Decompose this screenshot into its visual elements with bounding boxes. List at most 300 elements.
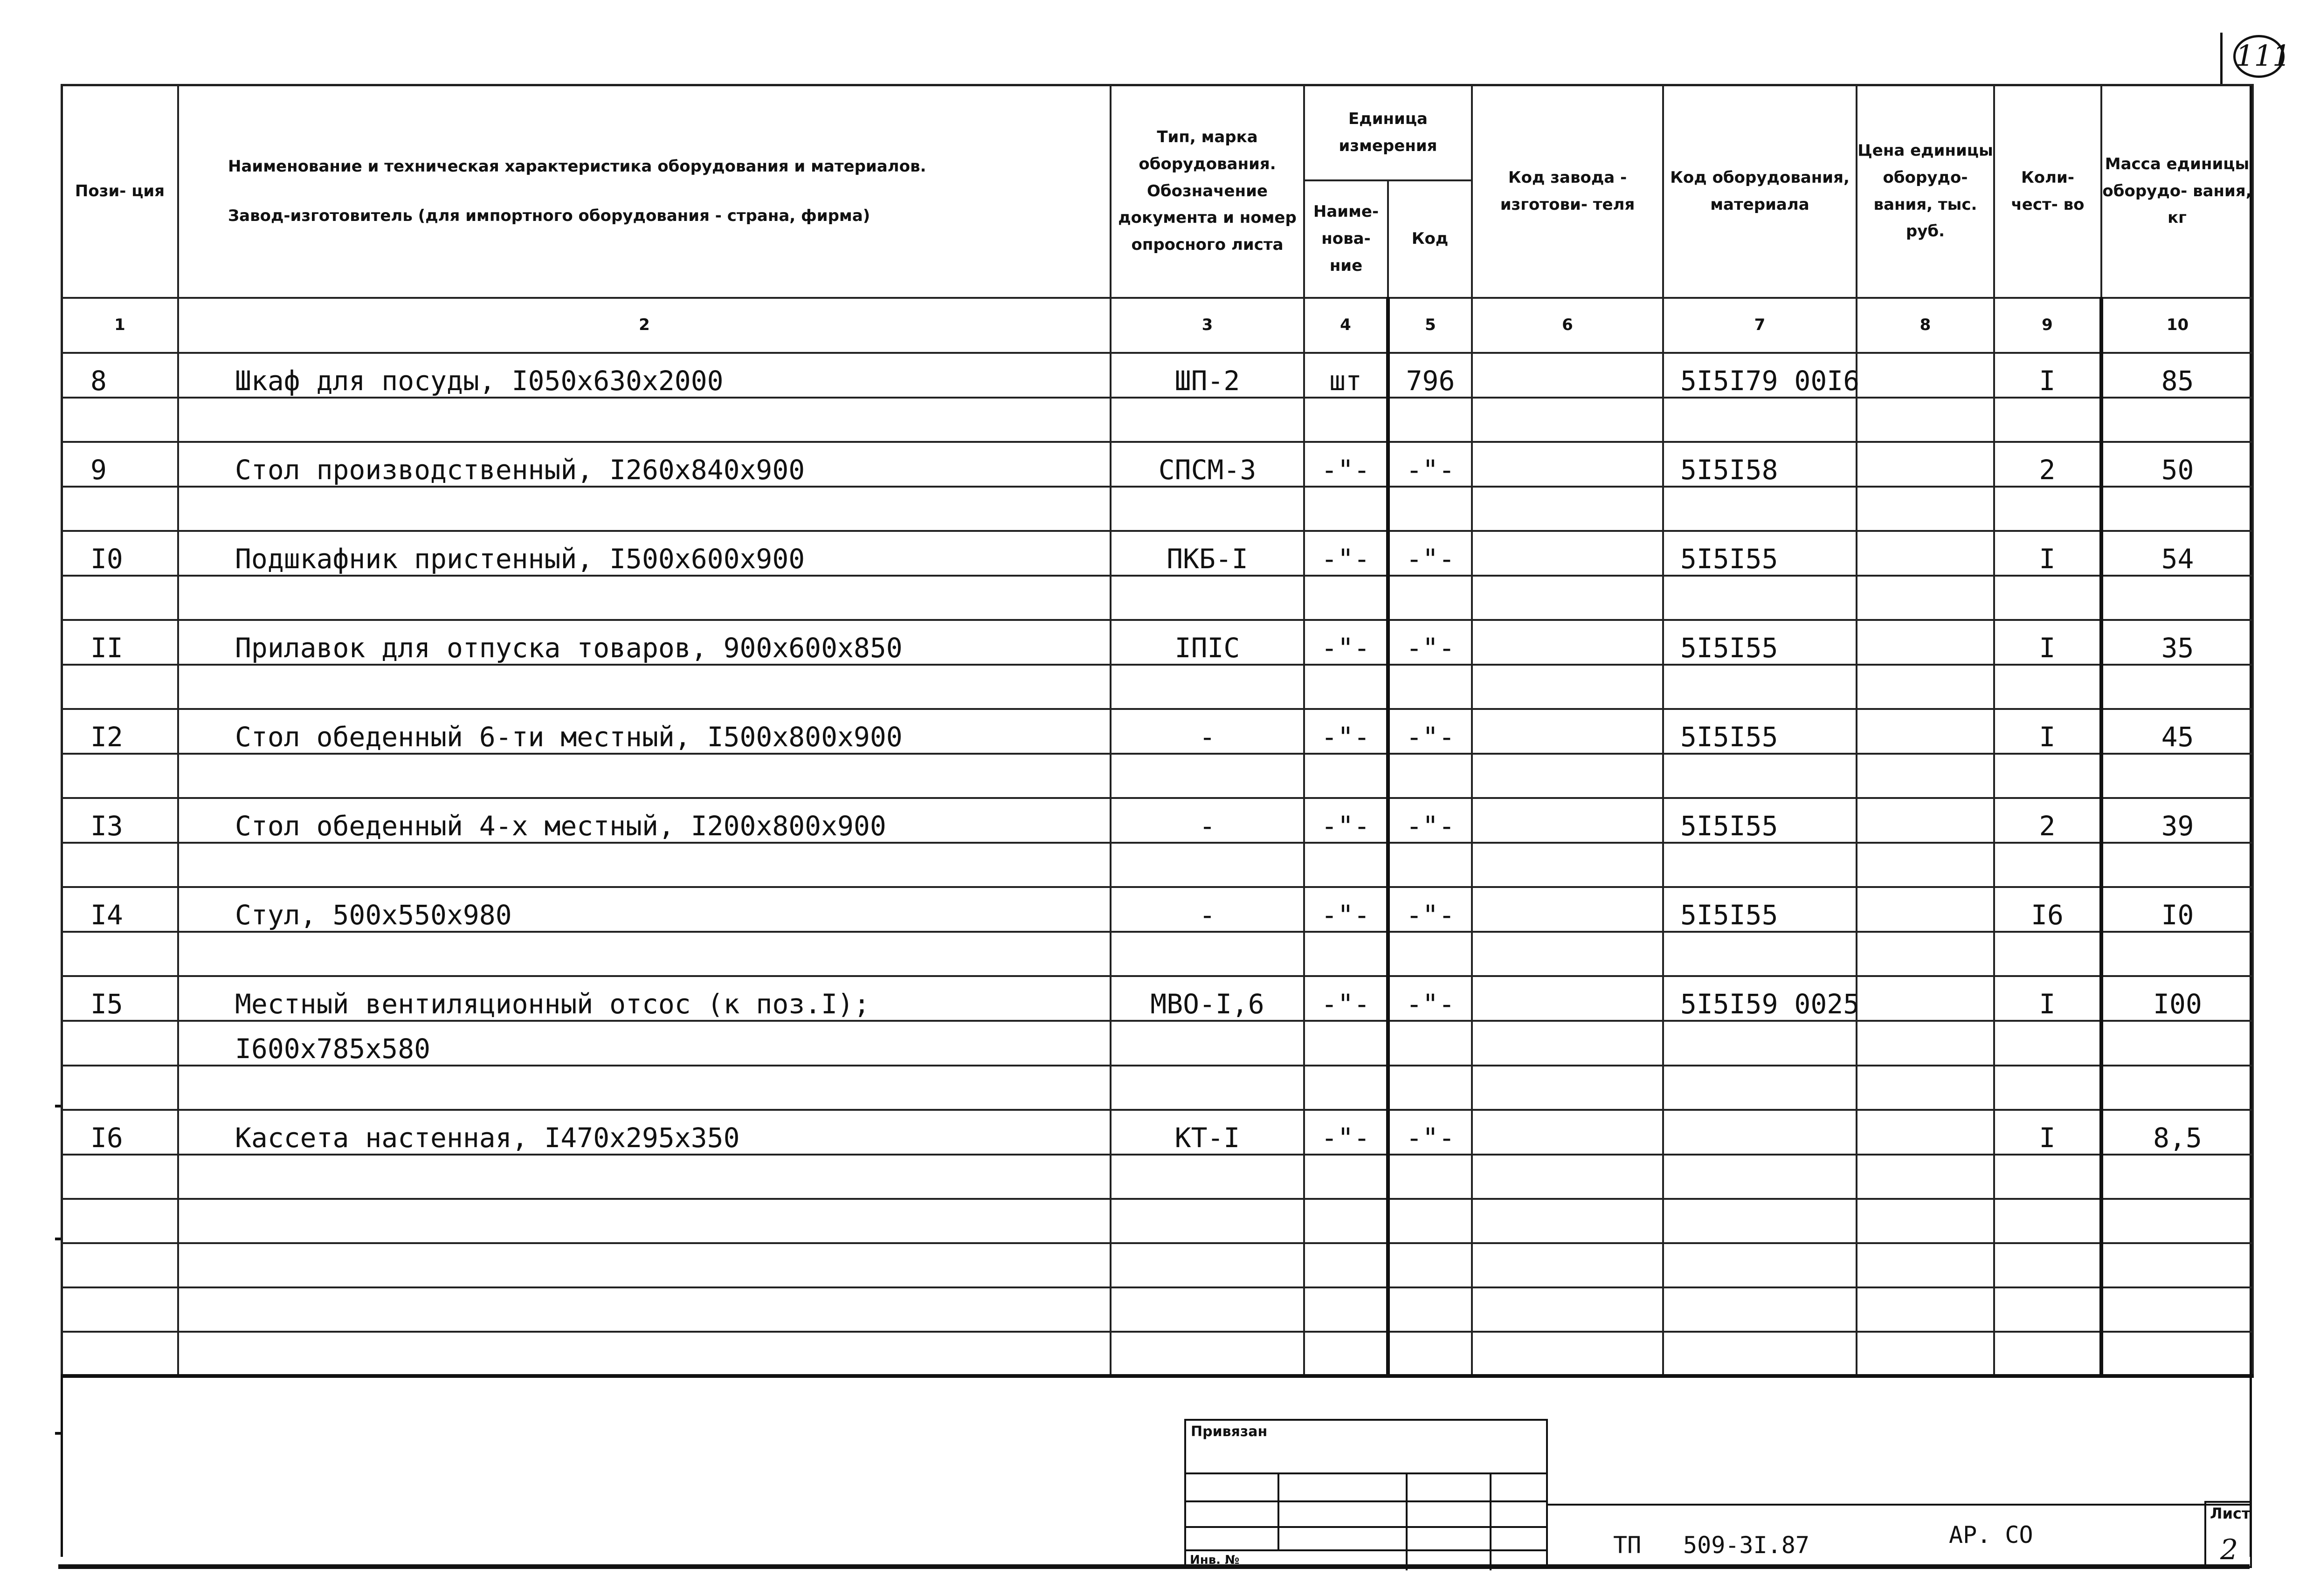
unit-code-cell: 796 [1388,353,1472,398]
type-cell [1111,665,1304,709]
unit-code-cell: -"- [1388,442,1472,487]
factory-code-cell [1472,1155,1663,1199]
equipment-code-cell [1663,1199,1857,1243]
unit-name-cell: -"- [1304,442,1388,487]
quantity-cell [1994,1287,2101,1332]
position-cell [62,398,178,442]
factory-code-cell [1472,1332,1663,1376]
specification-table [61,84,2254,1378]
price-cell [1857,709,1994,754]
name-cell [178,1287,1111,1332]
type-cell [1111,487,1304,531]
unit-code-cell: -"- [1388,709,1472,754]
price-cell [1857,1199,1994,1243]
mass-cell [2101,1243,2253,1287]
table-row [62,665,2253,709]
name-cell [178,843,1111,887]
type-cell: ШП-2 [1111,353,1304,398]
table-row [62,353,2253,398]
quantity-cell [1994,398,2101,442]
quantity-cell [1994,843,2101,887]
quantity-cell [1994,754,2101,798]
equipment-code-cell [1663,1332,1857,1376]
title-block-line [1548,1504,2252,1506]
mass-cell: 39 [2101,798,2253,843]
unit-code-cell: -"- [1388,887,1472,932]
table-row [62,576,2253,620]
price-cell [1857,1332,1994,1376]
price-cell [1857,620,1994,665]
equipment-code-cell [1663,1287,1857,1332]
unit-name-cell: -"- [1304,976,1388,1021]
type-cell: - [1111,798,1304,843]
header-quantity: Коли- чест- во [1994,85,2101,298]
quantity-cell [1994,1066,2101,1110]
type-cell [1111,932,1304,976]
position-cell [62,754,178,798]
factory-code-cell [1472,932,1663,976]
factory-code-cell [1472,709,1663,754]
type-cell: IПIС [1111,620,1304,665]
column-number-cell: 3 [1111,298,1304,353]
mass-cell [2101,754,2253,798]
name-cell: Местный вентиляционный отсос (к поз.I); [178,976,1111,1021]
factory-code-cell [1472,843,1663,887]
mass-cell [2101,1021,2253,1066]
factory-code-cell [1472,665,1663,709]
mass-cell [2101,843,2253,887]
table-row [62,1243,2253,1287]
type-cell: СПСМ-3 [1111,442,1304,487]
mass-cell [2101,398,2253,442]
sheet-label: Лист [2210,1505,2251,1522]
name-cell: I600x785x580 [178,1021,1111,1066]
type-cell [1111,1066,1304,1110]
column-number-cell: 2 [178,298,1111,353]
table-row [62,1199,2253,1243]
type-cell: МВО-I,6 [1111,976,1304,1021]
unit-name-cell [1304,1287,1388,1332]
table-row [62,1155,2253,1199]
quantity-cell: I [1994,531,2101,576]
position-cell [62,1287,178,1332]
equipment-code-cell [1663,1021,1857,1066]
table-row [62,531,2253,576]
table-row [62,487,2253,531]
type-cell [1111,754,1304,798]
position-cell: 8 [62,353,178,398]
factory-code-cell [1472,353,1663,398]
quantity-cell [1994,665,2101,709]
factory-code-cell [1472,1110,1663,1155]
unit-name-cell [1304,398,1388,442]
type-cell: КТ-I [1111,1110,1304,1155]
quantity-cell: 2 [1994,442,2101,487]
name-cell [178,576,1111,620]
column-number-cell: 6 [1472,298,1663,353]
header-unit-code: Код [1388,180,1472,298]
name-cell [178,1243,1111,1287]
stamp-divider [1277,1472,1279,1549]
type-cell [1111,1332,1304,1376]
corner-line [2220,33,2223,85]
header-unit-name: Наиме- нова- ние [1304,180,1388,298]
unit-code-cell [1388,754,1472,798]
factory-code-cell [1472,1066,1663,1110]
bottom-rule [58,1564,2250,1569]
price-cell [1857,398,1994,442]
unit-name-cell: -"- [1304,531,1388,576]
unit-code-cell: -"- [1388,620,1472,665]
unit-name-cell [1304,1021,1388,1066]
quantity-cell: 2 [1994,798,2101,843]
header-unit-group: Единица измерения [1304,85,1472,180]
unit-name-cell: шт [1304,353,1388,398]
type-cell: - [1111,709,1304,754]
unit-name-cell [1304,1066,1388,1110]
mass-cell: 50 [2101,442,2253,487]
mass-cell [2101,1287,2253,1332]
mass-cell [2101,1066,2253,1110]
position-cell [62,1155,178,1199]
type-cell [1111,398,1304,442]
mass-cell [2101,665,2253,709]
unit-name-cell: -"- [1304,887,1388,932]
unit-code-cell [1388,932,1472,976]
position-cell: I3 [62,798,178,843]
quantity-cell: I6 [1994,887,2101,932]
position-cell [62,932,178,976]
price-cell [1857,1066,1994,1110]
position-cell [62,576,178,620]
name-cell: Стул, 500x550x980 [178,887,1111,932]
table-row [62,1110,2253,1155]
quantity-cell: I [1994,1110,2101,1155]
mass-cell: 85 [2101,353,2253,398]
price-cell [1857,932,1994,976]
type-cell: - [1111,887,1304,932]
unit-name-cell [1304,665,1388,709]
specification-body [62,353,2253,1376]
name-cell: Стол обеденный 6-ти местный, I500x800x900 [178,709,1111,754]
unit-name-cell [1304,1332,1388,1376]
unit-code-cell [1388,576,1472,620]
header-mass: Масса единицы оборудо- вания, кг [2101,85,2253,298]
unit-code-cell [1388,398,1472,442]
quantity-cell [1994,576,2101,620]
type-cell [1111,843,1304,887]
doc-number: 509-3I.87 [1683,1532,1809,1559]
doc-code: ТП [1613,1532,1642,1559]
equipment-code-cell [1663,576,1857,620]
name-cell [178,665,1111,709]
column-number-cell: 10 [2101,298,2253,353]
table-row [62,1066,2253,1110]
table-row [62,932,2253,976]
equipment-code-cell: 5I5I55 [1663,531,1857,576]
price-cell [1857,1155,1994,1199]
mass-cell: 54 [2101,531,2253,576]
table-row [62,398,2253,442]
header-name-line2: Завод-изготовитель (для импортного оборудования - страна, фирма) [228,206,870,225]
name-cell [178,1199,1111,1243]
equipment-code-cell: 5I5I79 00I6 [1663,353,1857,398]
table-row [62,1332,2253,1376]
unit-code-cell [1388,843,1472,887]
unit-code-cell [1388,1155,1472,1199]
mass-cell [2101,487,2253,531]
name-cell [178,1066,1111,1110]
type-cell [1111,1199,1304,1243]
table-row [62,976,2253,1021]
price-cell [1857,976,1994,1021]
column-number-cell: 9 [1994,298,2101,353]
unit-name-cell [1304,576,1388,620]
type-cell [1111,1155,1304,1199]
equipment-code-cell [1663,843,1857,887]
name-cell: Стол обеденный 4-х местный, I200x800x900 [178,798,1111,843]
price-cell [1857,576,1994,620]
unit-code-cell [1388,1243,1472,1287]
unit-code-cell [1388,487,1472,531]
price-cell [1857,665,1994,709]
name-cell [178,398,1111,442]
mass-cell: I00 [2101,976,2253,1021]
table-row [62,620,2253,665]
unit-code-cell: -"- [1388,1110,1472,1155]
price-cell [1857,1110,1994,1155]
mass-cell: 8,5 [2101,1110,2253,1155]
position-cell [62,1021,178,1066]
stamp-line [1184,1526,1548,1528]
header-equipment-code: Код оборудования, материала [1663,85,1857,298]
price-cell [1857,487,1994,531]
price-cell [1857,843,1994,887]
stamp-line [1184,1472,1548,1474]
mass-cell [2101,576,2253,620]
table-row [62,843,2253,887]
name-cell: Стол производственный, I260x840x900 [178,442,1111,487]
header-position: Пози- ция [62,85,178,298]
page-number-mark: 111 [2233,35,2285,78]
position-cell: II [62,620,178,665]
price-cell [1857,442,1994,487]
table-row [62,442,2253,487]
table-row [62,798,2253,843]
unit-name-cell: -"- [1304,798,1388,843]
position-cell: I2 [62,709,178,754]
unit-code-cell [1388,1066,1472,1110]
margin-tick [55,1432,62,1435]
factory-code-cell [1472,1021,1663,1066]
position-cell [62,1066,178,1110]
table-row [62,1021,2253,1066]
column-number-cell: 1 [62,298,178,353]
factory-code-cell [1472,531,1663,576]
equipment-code-cell: 5I5I55 [1663,709,1857,754]
unit-name-cell [1304,1199,1388,1243]
position-cell [62,1199,178,1243]
table-row [62,709,2253,754]
unit-code-cell [1388,1021,1472,1066]
equipment-code-cell [1663,932,1857,976]
stamp-frame [1184,1419,1548,1568]
name-cell: Прилавок для отпуска товаров, 900x600x850 [178,620,1111,665]
quantity-cell [1994,1021,2101,1066]
header-type: Тип, марка оборудования. Обозначение документа и номер опросного листа [1111,85,1304,298]
price-cell [1857,798,1994,843]
price-cell [1857,1287,1994,1332]
factory-code-cell [1472,576,1663,620]
inventory-label: Инв. № [1190,1553,1240,1567]
mass-cell [2101,1332,2253,1376]
name-cell [178,1155,1111,1199]
quantity-cell [1994,1332,2101,1376]
equipment-code-cell [1663,487,1857,531]
type-cell [1111,1021,1304,1066]
factory-code-cell [1472,442,1663,487]
position-cell: I6 [62,1110,178,1155]
position-cell [62,665,178,709]
equipment-code-cell: 5I5I58 [1663,442,1857,487]
quantity-cell: I [1994,976,2101,1021]
unit-name-cell: -"- [1304,709,1388,754]
equipment-code-cell [1663,1155,1857,1199]
type-cell [1111,1243,1304,1287]
stamp-line [1184,1500,1548,1502]
table-row [62,754,2253,798]
unit-name-cell: -"- [1304,1110,1388,1155]
position-cell: I4 [62,887,178,932]
stamp-line [1184,1549,1548,1551]
position-cell: 9 [62,442,178,487]
column-number-row [62,298,2253,353]
mass-cell: 45 [2101,709,2253,754]
unit-name-cell [1304,487,1388,531]
factory-code-cell [1472,620,1663,665]
equipment-code-cell [1663,398,1857,442]
table-row [62,887,2253,932]
header-name-line1: Наименование и техническая характеристика оборудования и материалов. [228,157,926,176]
price-cell [1857,1243,1994,1287]
unit-code-cell [1388,1287,1472,1332]
price-cell [1857,353,1994,398]
factory-code-cell [1472,1243,1663,1287]
equipment-code-cell: 5I5I55 [1663,887,1857,932]
name-cell: Кассета настенная, I470x295x350 [178,1110,1111,1155]
unit-name-cell [1304,1243,1388,1287]
factory-code-cell [1472,487,1663,531]
equipment-code-cell [1663,754,1857,798]
factory-code-cell [1472,754,1663,798]
quantity-cell [1994,1243,2101,1287]
mass-cell [2101,932,2253,976]
unit-code-cell [1388,1199,1472,1243]
equipment-code-cell: 5I5I55 [1663,798,1857,843]
unit-code-cell [1388,665,1472,709]
factory-code-cell [1472,798,1663,843]
factory-code-cell [1472,1199,1663,1243]
quantity-cell: I [1994,709,2101,754]
quantity-cell: I [1994,353,2101,398]
column-number-cell: 5 [1388,298,1472,353]
unit-code-cell: -"- [1388,531,1472,576]
factory-code-cell [1472,398,1663,442]
position-cell [62,1243,178,1287]
name-cell: Шкаф для посуды, I050x630x2000 [178,353,1111,398]
mass-cell [2101,1199,2253,1243]
quantity-cell [1994,1155,2101,1199]
price-cell [1857,754,1994,798]
position-cell [62,1332,178,1376]
quantity-cell [1994,1199,2101,1243]
unit-code-cell: -"- [1388,976,1472,1021]
equipment-code-cell [1663,1243,1857,1287]
column-number-cell: 8 [1857,298,1994,353]
name-cell [178,754,1111,798]
quantity-cell [1994,932,2101,976]
name-cell: Подшкафник пристенный, I500x600x900 [178,531,1111,576]
mass-cell [2101,1155,2253,1199]
unit-name-cell [1304,1155,1388,1199]
stamp-divider [1490,1472,1491,1570]
unit-code-cell: -"- [1388,798,1472,843]
price-cell [1857,531,1994,576]
name-cell [178,487,1111,531]
position-cell [62,487,178,531]
header-price: Цена единицы оборудо- вания, тыс. руб. [1857,85,1994,298]
factory-code-cell [1472,976,1663,1021]
position-cell: I5 [62,976,178,1021]
type-cell [1111,576,1304,620]
mass-cell: I0 [2101,887,2253,932]
unit-code-cell [1388,1332,1472,1376]
equipment-code-cell: 5I5I59 0025 [1663,976,1857,1021]
type-cell: ПКБ-I [1111,531,1304,576]
factory-code-cell [1472,887,1663,932]
header-factory-code: Код завода - изготови- теля [1472,85,1663,298]
name-cell [178,1332,1111,1376]
equipment-code-cell [1663,665,1857,709]
equipment-code-cell [1663,1066,1857,1110]
price-cell [1857,1021,1994,1066]
header-name [178,85,1111,298]
stamp-divider [1406,1472,1408,1570]
bound-label: Привязан [1191,1424,1268,1440]
price-cell [1857,887,1994,932]
unit-name-cell [1304,843,1388,887]
unit-name-cell [1304,754,1388,798]
sheet-number: 2 [2220,1534,2238,1566]
factory-code-cell [1472,1287,1663,1332]
doc-section: АР. СО [1949,1521,2033,1548]
binding-stamp [1184,1419,1548,1572]
name-cell [178,932,1111,976]
quantity-cell: I [1994,620,2101,665]
unit-name-cell: -"- [1304,620,1388,665]
position-cell: I0 [62,531,178,576]
table-row [62,1287,2253,1332]
quantity-cell [1994,487,2101,531]
equipment-code-cell: 5I5I55 [1663,620,1857,665]
type-cell [1111,1287,1304,1332]
position-cell [62,843,178,887]
equipment-code-cell [1663,1110,1857,1155]
unit-name-cell [1304,932,1388,976]
mass-cell: 35 [2101,620,2253,665]
column-number-cell: 4 [1304,298,1388,353]
column-number-cell: 7 [1663,298,1857,353]
